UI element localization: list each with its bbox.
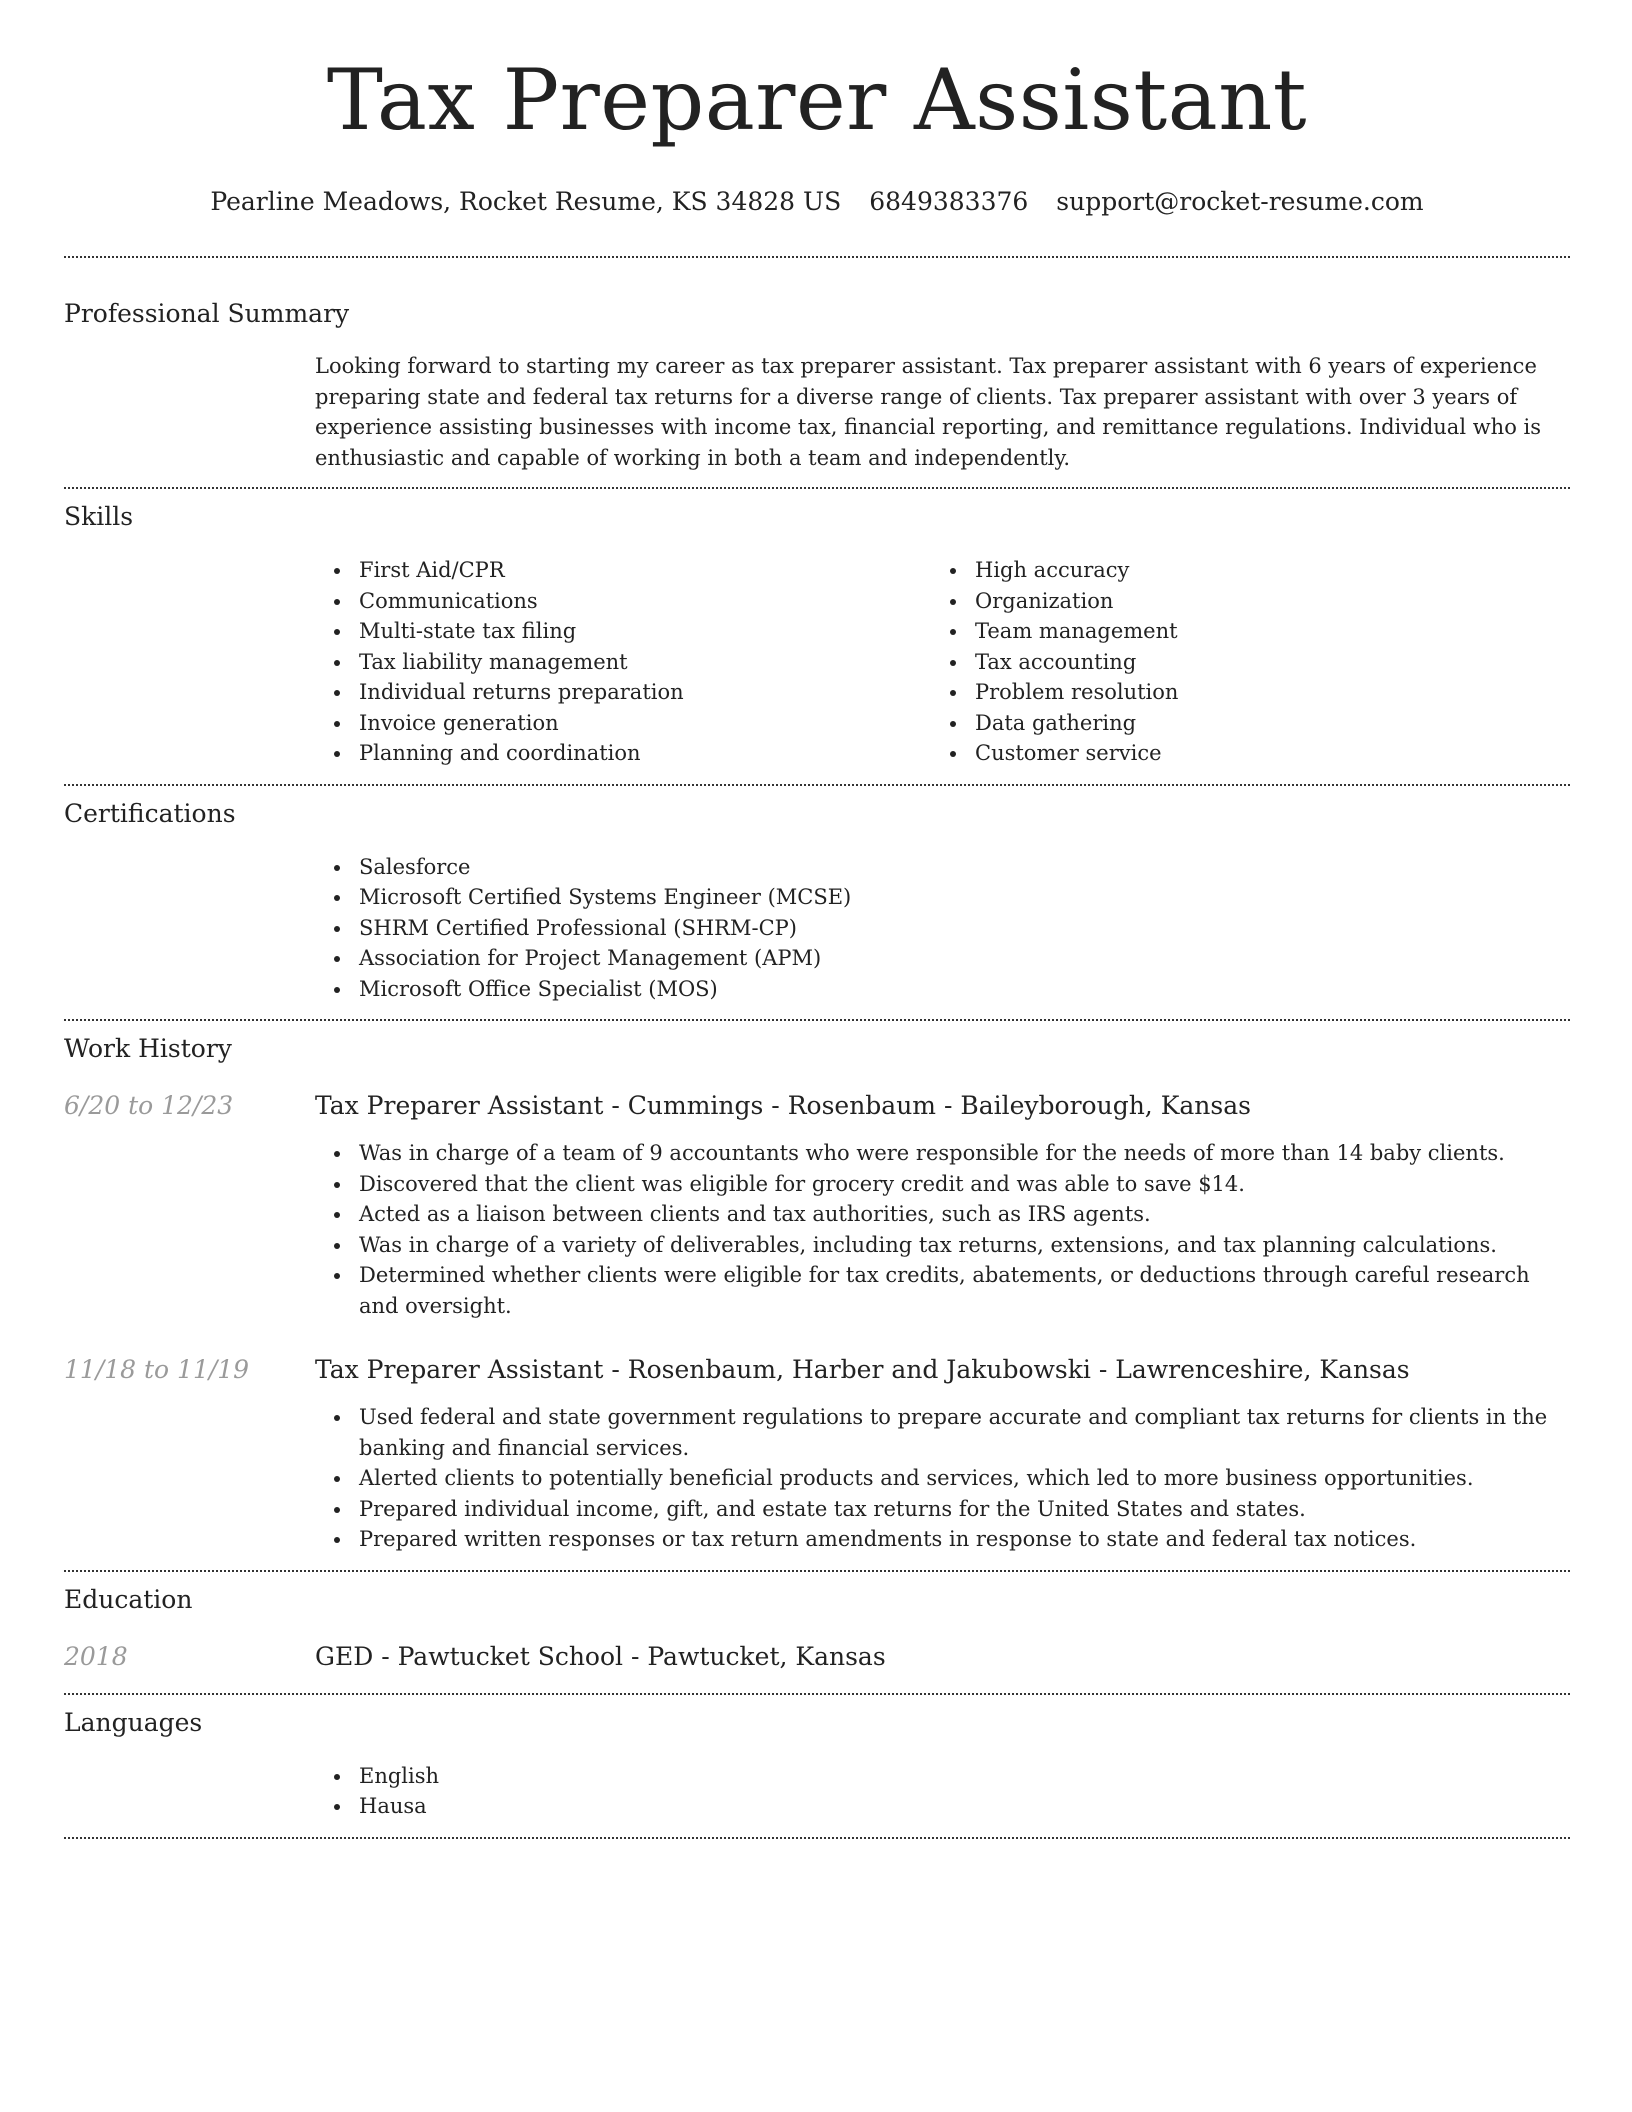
job-title: Tax Preparer Assistant - Rosenbaum, Harber and Jakubowski - Lawrenceshire, Kansas <box>315 1355 1410 1384</box>
list-item: Determined whether clients were eligible for tax credits, abatements, or deductions through careful research and oversight. <box>315 1260 1570 1321</box>
list-item: Prepared individual income, gift, and estate tax returns for the United States and states. <box>315 1494 1570 1525</box>
list-item: Multi-state tax filing <box>315 616 931 647</box>
summary-section <box>64 298 1570 473</box>
list-item: Team management <box>931 616 1547 647</box>
education-entry <box>64 1641 1570 1673</box>
job-header <box>64 1090 1570 1122</box>
list-item: First Aid/CPR <box>315 555 931 586</box>
divider <box>64 1019 1570 1021</box>
list-item: Salesforce <box>315 852 1570 883</box>
section-heading-education: Education <box>64 1584 193 1614</box>
list-item: Invoice generation <box>315 708 931 739</box>
section-heading-work-history: Work History <box>64 1034 232 1063</box>
list-item: Tax liability management <box>315 647 931 678</box>
section-heading-languages: Languages <box>64 1707 203 1737</box>
languages-list <box>315 1761 1570 1822</box>
list-item: Alerted clients to potentially beneficial products and services, which led to more business opportunities. <box>315 1463 1570 1494</box>
summary-text: Looking forward to starting my career as tax preparer assistant. Tax preparer assistant with 6 years of experience preparing state and federal tax returns for a diverse range of clients. Tax preparer assistant with over 3 years of experience assisting businesses with income tax, financial reporting, and remittance regulations. Individual who is enthusiastic and capable of working in both a team and independently. <box>315 354 1542 470</box>
list-item: Used federal and state government regulations to prepare accurate and compliant tax returns for clients in the banking and financial services. <box>315 1402 1570 1463</box>
section-heading-summary: Professional Summary <box>64 299 350 328</box>
section-heading-skills: Skills <box>64 502 134 531</box>
education-section <box>64 1584 1570 1673</box>
divider <box>64 784 1570 786</box>
divider <box>64 1570 1570 1572</box>
list-item: SHRM Certified Professional (SHRM-CP) <box>315 913 1570 944</box>
list-item: Planning and coordination <box>315 738 931 769</box>
list-item: Acted as a liaison between clients and tax authorities, such as IRS agents. <box>315 1199 1570 1230</box>
list-item: Organization <box>931 586 1547 617</box>
divider <box>64 256 1570 258</box>
list-item: Was in charge of a variety of deliverables, including tax returns, extensions, and tax planning calculations. <box>315 1230 1570 1261</box>
education-degree: GED - Pawtucket School - Pawtucket, Kansas <box>315 1641 886 1671</box>
list-item: Data gathering <box>931 708 1547 739</box>
list-item: Individual returns preparation <box>315 677 931 708</box>
languages-section <box>64 1707 1570 1822</box>
list-item: Association for Project Management (APM) <box>315 943 1570 974</box>
job-bullets <box>315 1138 1570 1321</box>
list-item: High accuracy <box>931 555 1547 586</box>
list-item: Microsoft Office Specialist (MOS) <box>315 974 1570 1005</box>
certifications-list <box>315 852 1570 1005</box>
list-item: Tax accounting <box>931 647 1547 678</box>
divider <box>64 487 1570 489</box>
job-header <box>64 1354 1570 1386</box>
job-dates: 6/20 to 12/23 <box>64 1091 234 1120</box>
contact-line <box>64 186 1570 218</box>
list-item: Discovered that the client was eligible for grocery credit and was able to save $14. <box>315 1169 1570 1200</box>
skills-section <box>64 501 1570 769</box>
education-year: 2018 <box>64 1641 128 1671</box>
contact-address: Pearline Meadows, Rocket Resume, KS 34828 US <box>210 187 842 216</box>
job-entry <box>64 1354 1570 1555</box>
divider <box>64 1693 1570 1695</box>
skills-columns <box>315 555 1570 769</box>
list-item: Hausa <box>315 1791 1570 1822</box>
list-item: English <box>315 1761 1570 1792</box>
skills-column-right <box>931 555 1547 769</box>
work-history-section <box>64 1033 1570 1555</box>
list-item: Was in charge of a team of 9 accountants who were responsible for the needs of more than 14 baby clients. <box>315 1138 1570 1169</box>
list-item: Prepared written responses or tax return amendments in response to state and federal tax notices. <box>315 1524 1570 1555</box>
resume-title: Tax Preparer Assistant <box>326 51 1308 149</box>
list-item: Customer service <box>931 738 1547 769</box>
contact-phone: 6849383376 <box>869 187 1029 216</box>
skills-column-left <box>315 555 931 769</box>
list-item: Problem resolution <box>931 677 1547 708</box>
contact-email: support@rocket-resume.com <box>1056 187 1424 216</box>
job-dates: 11/18 to 11/19 <box>64 1355 250 1384</box>
list-item: Communications <box>315 586 931 617</box>
resume-page <box>64 0 1570 1839</box>
certifications-section <box>64 798 1570 1005</box>
job-title: Tax Preparer Assistant - Cummings - Rosenbaum - Baileyborough, Kansas <box>315 1091 1251 1120</box>
job-entry <box>64 1090 1570 1321</box>
section-heading-certifications: Certifications <box>64 798 236 828</box>
list-item: Microsoft Certified Systems Engineer (MCSE) <box>315 882 1570 913</box>
job-bullets <box>315 1402 1570 1555</box>
divider <box>64 1837 1570 1839</box>
